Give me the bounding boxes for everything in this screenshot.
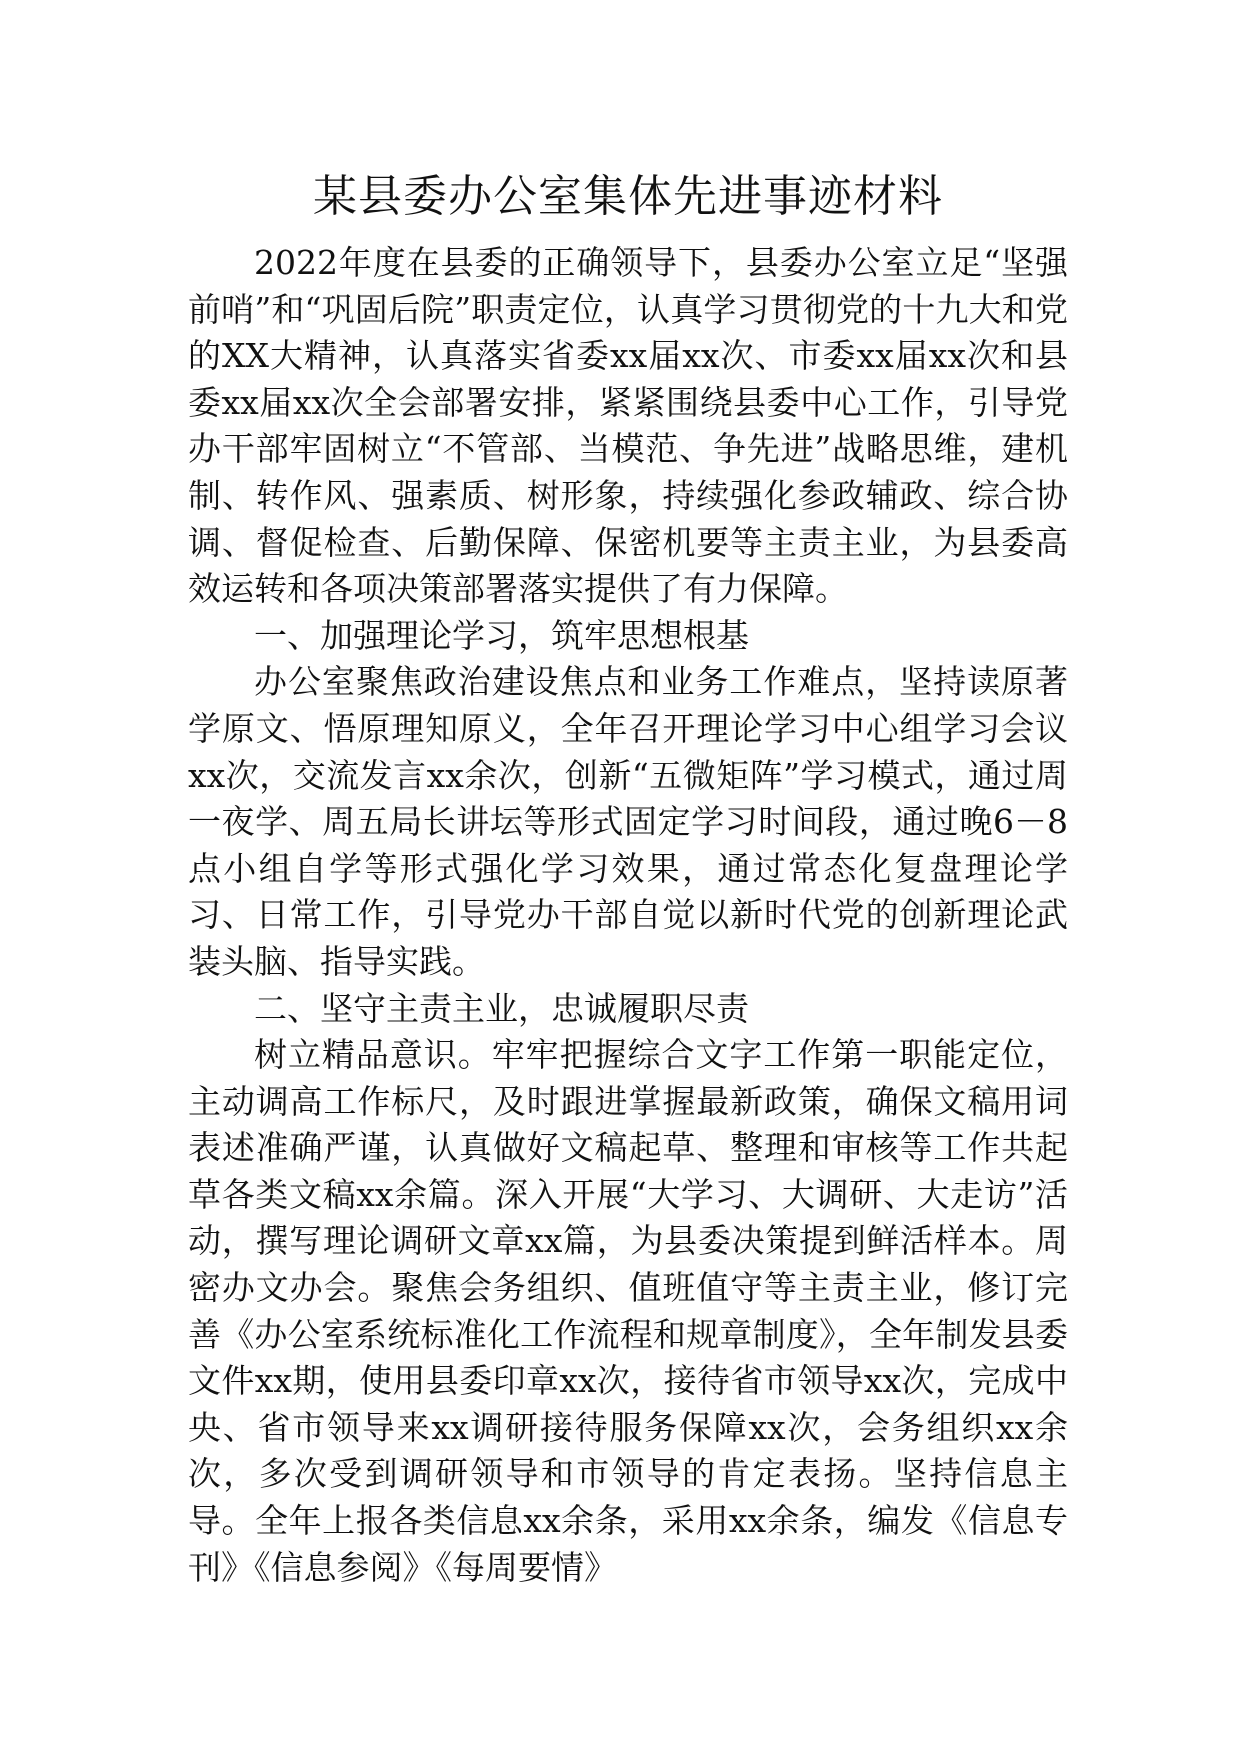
section-body-2: 树立精品意识。牢牢把握综合文字工作第一职能定位，主动调高工作标尺，及时跟进掌握最新政策，确保文稿用词表述准确严谨，认真做好文稿起草、整理和审核等工作共起草各类文稿xx余篇。深入开展“大学习、大调研、大走访”活动，撰写理论调研文章xx篇，为县委决策提到鲜活样本。周密办文办会。聚焦会务组织、值班值守等主责主业，修订完善《办公室系统标准化工作流程和规章制度》，全年制发县委文件xx期，使用县委印章xx次，接待省市领导xx次，完成中央、省市领导来xx调研接待服务保障xx次，会务组织xx余次，多次受到调研领导和市领导的肯定表扬。坚持信息主导。全年上报各类信息xx余条，采用xx余条，编发《信息专刊》《信息参阅》《每周要情》 — [188, 1035, 1068, 1587]
section-heading-1: 一、加强理论学习，筑牢思想根基 — [254, 615, 749, 655]
section-heading-2: 二、坚守主责主业，忠诚履职尽责 — [254, 988, 749, 1028]
intro-paragraph: 2022年度在县委的正确领导下，县委办公室立足“坚强前哨”和“巩固后院”职责定位，认真学习贯彻党的十九大和党的XX大精神，认真落实省委xx届xx次、市委xx届xx次和县委xx届xx次全会部署安排，紧紧围绕县委中心工作，引导党办干部牢固树立“不管部、当模范、争先进”战略思维，建机制、转作风、强素质、树形象，持续强化参政辅政、综合协调、督促检查、后勤保障、保密机要等主责主业，为县委高效运转和各项决策部署落实提供了有力保障。 — [188, 243, 1068, 609]
document-title: 某县委办公室集体先进事迹材料 — [313, 171, 943, 222]
document-content — [188, 160, 1068, 1591]
section-body-1: 办公室聚焦政治建设焦点和业务工作难点，坚持读原著学原文、悟原理知原义，全年召开理论学习中心组学习会议xx次，交流发言xx余次，创新“五微矩阵”学习模式，通过周一夜学、周五局长讲坛等形式固定学习时间段，通过晚6－8点小组自学等形式强化学习效果，通过常态化复盘理论学习、日常工作，引导党办干部自觉以新时代党的创新理论武装头脑、指导实践。 — [188, 662, 1068, 981]
